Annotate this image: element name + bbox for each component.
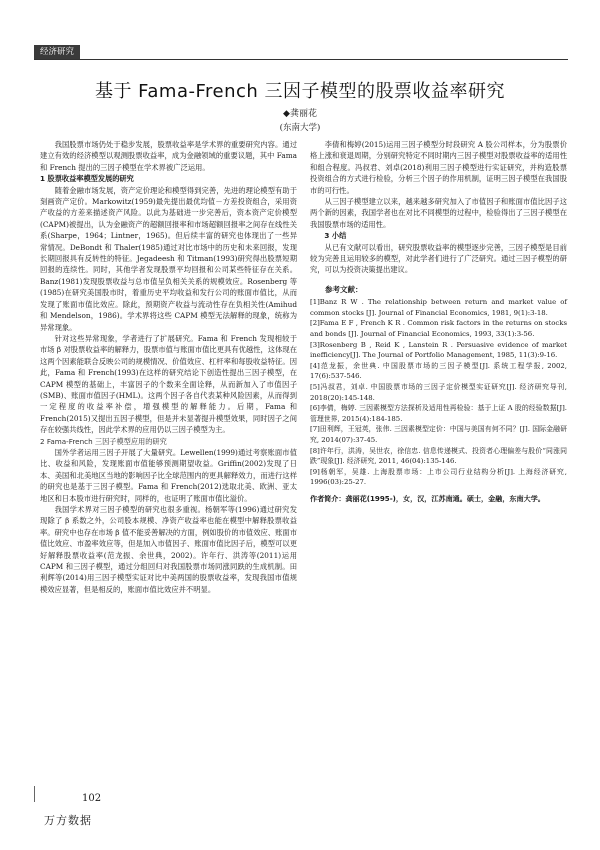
reference-item: [7]田利辉，王冠英，张伟. 三因素模型定价：中国与美国有何不同？[J]. 国际金融研究, 2014(07):37-45. bbox=[310, 425, 567, 444]
author-affiliation: (东南大学) bbox=[279, 123, 321, 133]
reference-item: [9]杨朝军，吴雄. 上海股票市场：上市公司行业结构分析[J]. 上海经济研究, 1996(03):25-27. bbox=[310, 467, 567, 487]
references-heading: 参考文献： bbox=[325, 284, 363, 294]
reference-list bbox=[310, 297, 567, 488]
footer-rule bbox=[34, 786, 35, 802]
reference-item: [8]许年行，洪涛，吴世农，徐信忠. 信息传递模式、投资者心理偏差与股价“同涨同跌”现象[J]. 经济研究, 2011, 46(04):135-146. bbox=[310, 446, 567, 466]
reference-item: [6]李倩，梅婷. 三因素模型方法探析及适用性再检验：基于上证 A 股的经验数据[J]. 管理世界, 2015(4):184-185. bbox=[310, 404, 567, 423]
intro-paragraph: 我国股票市场仍处于稳步发展，股票收益率是学术界的重要研究内容。通过建立有效的经济模型以观测股票收益率，成为金融领域的重要议题，其中 Fama 和 French 提出的三因子模型在学术界被广泛运用。 bbox=[40, 140, 297, 172]
article-title: 基于 Fama-French 三因子模型的股票收益率研究 bbox=[94, 81, 506, 102]
right-column bbox=[310, 139, 567, 505]
author-bio: 作者简介：龚丽花(1995-)，女，汉，江苏南通。硕士，金融，东南大学。 bbox=[310, 493, 545, 503]
paragraph: 从三因子模型建立以来，越来越多研究加入了市值因子和账面市值比因子这两个新的因素，我国学者也在对比不同模型的过程中，检验得出了三因子模型在我国股票市场的适用性。 bbox=[310, 197, 567, 229]
paragraph: 针对这些异常现象，学者进行了扩展研究。Fama 和 French 发现相较于市场 β 对股票收益率的解释力，股票市值与账面市值比更具有优越性，这体现在这两个因素能联合反映公司的规模情况、价值效应、杠杆率和每股收益特征。因此，Fama 和 French(1993)在这样的研究结论下创造性提出三因子模型，在 CAPM 模型的基础上，丰富因子的个数来全面诠释，从而新加入了市值因子(SMB)、账面市值因子(HML)。这两个因子各自代表某种风险因素，从而得到一定程度的收益率补偿，增强模型的解释能力。后期，Fama 和 French(2015)又提出五因子模型，但是并未显著提升模型效果，同时因子之间存在较强共线性，因此学术界的应用仍以三因子模型为主。 bbox=[40, 333, 297, 435]
section-heading-3: 3 小结 bbox=[324, 231, 347, 241]
author-name: ◆龚丽花 bbox=[283, 109, 317, 119]
reference-item: [4]范龙振，余世典. 中国股票市场的三因子模型[J]. 系统工程学报, 2002, 17(6):537-546. bbox=[310, 361, 567, 381]
reference-item: [5]冯叔君，刘卓. 中国股票市场的三因子定价模型实证研究[J]. 经济研究导刊, 2018(20):145-148. bbox=[310, 383, 567, 402]
reference-item: [3]Rosenberg B , Reid K , Lanstein R . Persuasive evidence of market inefficiency[J]. The Journal of Portfolio Management, 1985, 11(3):9-16. bbox=[310, 340, 567, 360]
paragraph: 李倩和梅婷(2015)运用三因子模型分时段研究 A 股公司样本，分为股票价格上涨和衰退周期，分别研究特定不同时期内三因子模型对股票收益率的适用性和组合程度。冯叔君、刘卓(2018)利用三因子模型进行实证研究，并构造股票投资组合的方式进行检验，分析三个因子的作用机制，证明三因子模型在我国股市的可行性。 bbox=[310, 140, 567, 195]
section-heading-2: 2 Fama-French 三因子模型应用的研究 bbox=[40, 436, 167, 446]
left-column bbox=[40, 139, 297, 595]
paragraph: 从已有文献可以看出，研究股票收益率的模型逐步完善，三因子模型是目前较为完善且运用较多的模型，对此学者们进行了广泛研究。通过三因子模型的研究，可以为投资决策提出建议。 bbox=[310, 242, 567, 275]
reference-item: [2]Fama E F , French K R . Common risk factors in the returns on stocks and bonds [J]. Journal of Financial Economics, 1993, 33(1):3-56. bbox=[310, 319, 567, 339]
section-heading-1: 1 股票收益率模型发展的研究 bbox=[40, 174, 134, 184]
section-tag: 经济研究 bbox=[34, 45, 80, 59]
page-number: 102 bbox=[82, 793, 102, 804]
section-rule bbox=[34, 45, 568, 60]
publisher-mark: 万方数据 bbox=[44, 814, 92, 827]
reference-item: [1]Banz R W . The relationship between return and market value of common stocks [J]. Journal of Financial Economics, 1981, 9(1):3-18. bbox=[310, 298, 567, 317]
paragraph: 随着金融市场发展，资产定价理论和模型得到完善，先进的理论模型有助于刻画资产定价。Markowitz(1959)最先提出最优均值－方差投资组合，采用资产收益的方差来描述资产风险。以此为基础进一步完善后，资本资产定价模型(CAPM)被提出，认为金融资产的超额回报率和市场超额回报率之间存在线性关系(Sharpe，1964；Lintner，1965)。但后续丰富的研究也体现出了一些异常情况。DeBondt 和 Thaler(1985)通过对比市场中的历史和未来回报，发现长期回报具有反转性的特征。Jegadeesh 和 Titman(1993)研究得出股票短期回报的连续性。同时，其他学者发现股票平均回报和公司某些特征存在关系。Banz(1981)发现股票收益与总市值呈负相关关系的规模效应。Rosenberg 等(1985)在研究美国股市时，着重历史平均收益和发行公司的账面市值比，从而发现了账面市值比效应。除此，预期资产收益与流动性存在负相关性(Amihud 和 Mendelson，1986)。学术界将这些 CAPM 模型无法解释的现象，统称为异常现象。 bbox=[40, 185, 297, 332]
paragraph: 我国学术界对三因子模型的研究也很多重视。杨朝军等(1996)通过研究发现除了 β 系数之外，公司股本规模、净资产收益率也能在模型中解释股票收益率。研究中也存在市场 β 值不能妥善解决的方面，例如股价的市值效应、账面市值比效应、市盈率效应等，但是加入市值因子、账面市值比因子后，模型可以更好解释股票收益率(范龙振、余世典，2002)。许年行、洪涛等(2011)运用 CAPM 和三因子模型，通过分组回归对我国股票市场同涨同跌的生成机制。田利辉等(2014)用三因子模型实证对比中美两国的股票收益率，发现我国市值规模效应显著，但是相反的，账面市值比效应并不明显。 bbox=[40, 505, 297, 594]
paragraph: 国外学者运用三因子开展了大量研究。Lewellen(1999)通过考察账面市值比、收益和风险，发现账面市值能够预测期望收益。Griffin(2002)发现了日本、美国和北美地区当地的影响因子比全球范围内的更具解释效力，而进行这样的研究也是基于三因子模型。Fama 和 French(2012)选取北美、欧洲、亚太地区和日本股市进行研究时，同样的，也证明了账面市值比溢价。 bbox=[40, 447, 297, 503]
